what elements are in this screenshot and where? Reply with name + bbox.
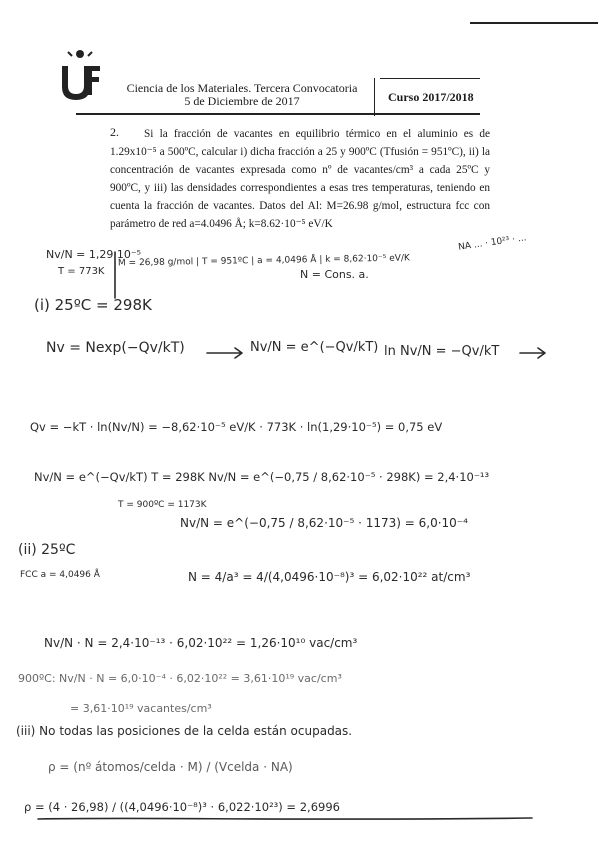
hw-eq2: Qv = −kT · ln(Nv/N) = −8,62·10⁻⁵ eV/K · 773K · ln(1,29·10⁻⁵) = 0,75 eV: [30, 420, 443, 434]
hw-part-ii: (ii) 25ºC: [18, 542, 76, 558]
hw-eq1-rhs: ln Nv/N = −Qv/kT: [384, 344, 500, 359]
course-label: Curso 2017/2018: [388, 90, 474, 104]
hw-fcc-note: FCC a = 4,0496 Å: [20, 570, 100, 580]
hw-eq7: 900ºC: Nv/N · N = 6,0·10⁻⁴ · 6,02·10²² = 3,61·10¹⁹ vac/cm³: [18, 672, 342, 685]
hw-eq8: = 3,61·10¹⁹ vacantes/cm³: [70, 702, 212, 715]
top-rule: [470, 22, 598, 24]
hw-corner-note: NA ... · 10²³ · ...: [457, 233, 528, 253]
hw-data-temp: T = 773K: [58, 266, 105, 277]
header-rule: [76, 113, 480, 115]
university-logo-icon: [56, 46, 104, 108]
arrow-icon: [518, 346, 548, 360]
hw-data-list: M = 26,98 g/mol | T = 951ºC | a = 4,0496 Å | k = 8,62·10⁻⁵ eV/K: [117, 253, 410, 269]
hw-eq9: ρ = (nº átomos/celda · M) / (Vcelda · NA): [48, 760, 293, 774]
header-divider: [374, 78, 375, 116]
date-line: 5 de Diciembre de 2017: [184, 94, 300, 108]
hw-eq10: ρ = (4 · 26,98) / ((4,0496·10⁻⁸)³ · 6,022·10²³) = 2,6996: [24, 800, 340, 814]
hw-eq1-lhs: Nv = Nexp(−Qv/kT): [46, 340, 185, 356]
hw-eq3: Nv/N = e^(−Qv/kT) T = 298K Nv/N = e^(−0,75 / 8,62·10⁻⁵ · 298K) = 2,4·10⁻¹³: [34, 470, 490, 484]
hw-part-i: (i) 25ºC = 298K: [34, 296, 152, 314]
exam-header: [122, 82, 362, 108]
hw-data-fraction: Nv/N = 1,29·10⁻⁵: [46, 248, 142, 261]
hw-fraction-bar: [36, 814, 536, 824]
hw-brace: [112, 250, 118, 300]
institution-line: Ciencia de los Materiales. Tercera Convocatoria: [126, 81, 358, 95]
question-text: Si la fracción de vacantes en equilibrio térmico en el aluminio es de 1.29x10⁻⁵ a 500ºC, calcular i) dicha fracción a 25 y 900ºC (Tfusión = 951ºC), ii) la concentración de vacantes expresada como nº de vacantes/cm³ a cada 25ºC y 900ºC, y iii) las densidades correspondientes a esas tres temperaturas, teniendo en cuenta la fracción de vacantes. Datos del Al: M=26.98 g/mol, estructura fcc con parámetro de red a=4.0496 Å; k=8.62·10⁻⁵ eV/K: [110, 128, 490, 230]
hw-part-iii: (iii) No todas las posiciones de la celda están ocupadas.: [16, 724, 353, 738]
arrow-icon: [205, 346, 245, 360]
question-number: 2.: [110, 125, 119, 139]
header-top-rule: [380, 78, 480, 79]
hw-eq5: N = 4/a³ = 4/(4,0496·10⁻⁸)³ = 6,02·10²² at/cm³: [188, 570, 471, 584]
hw-eq4-label: T = 900ºC = 1173K: [118, 500, 207, 510]
hw-eq1-mid: Nv/N = e^(−Qv/kT): [250, 340, 379, 355]
hw-eq6: Nv/N · N = 2,4·10⁻¹³ · 6,02·10²² = 1,26·10¹⁰ vac/cm³: [44, 636, 358, 650]
hw-note-right: N = Cons. a.: [300, 268, 369, 281]
hw-eq4: Nv/N = e^(−0,75 / 8,62·10⁻⁵ · 1173) = 6,0·10⁻⁴: [180, 516, 468, 530]
